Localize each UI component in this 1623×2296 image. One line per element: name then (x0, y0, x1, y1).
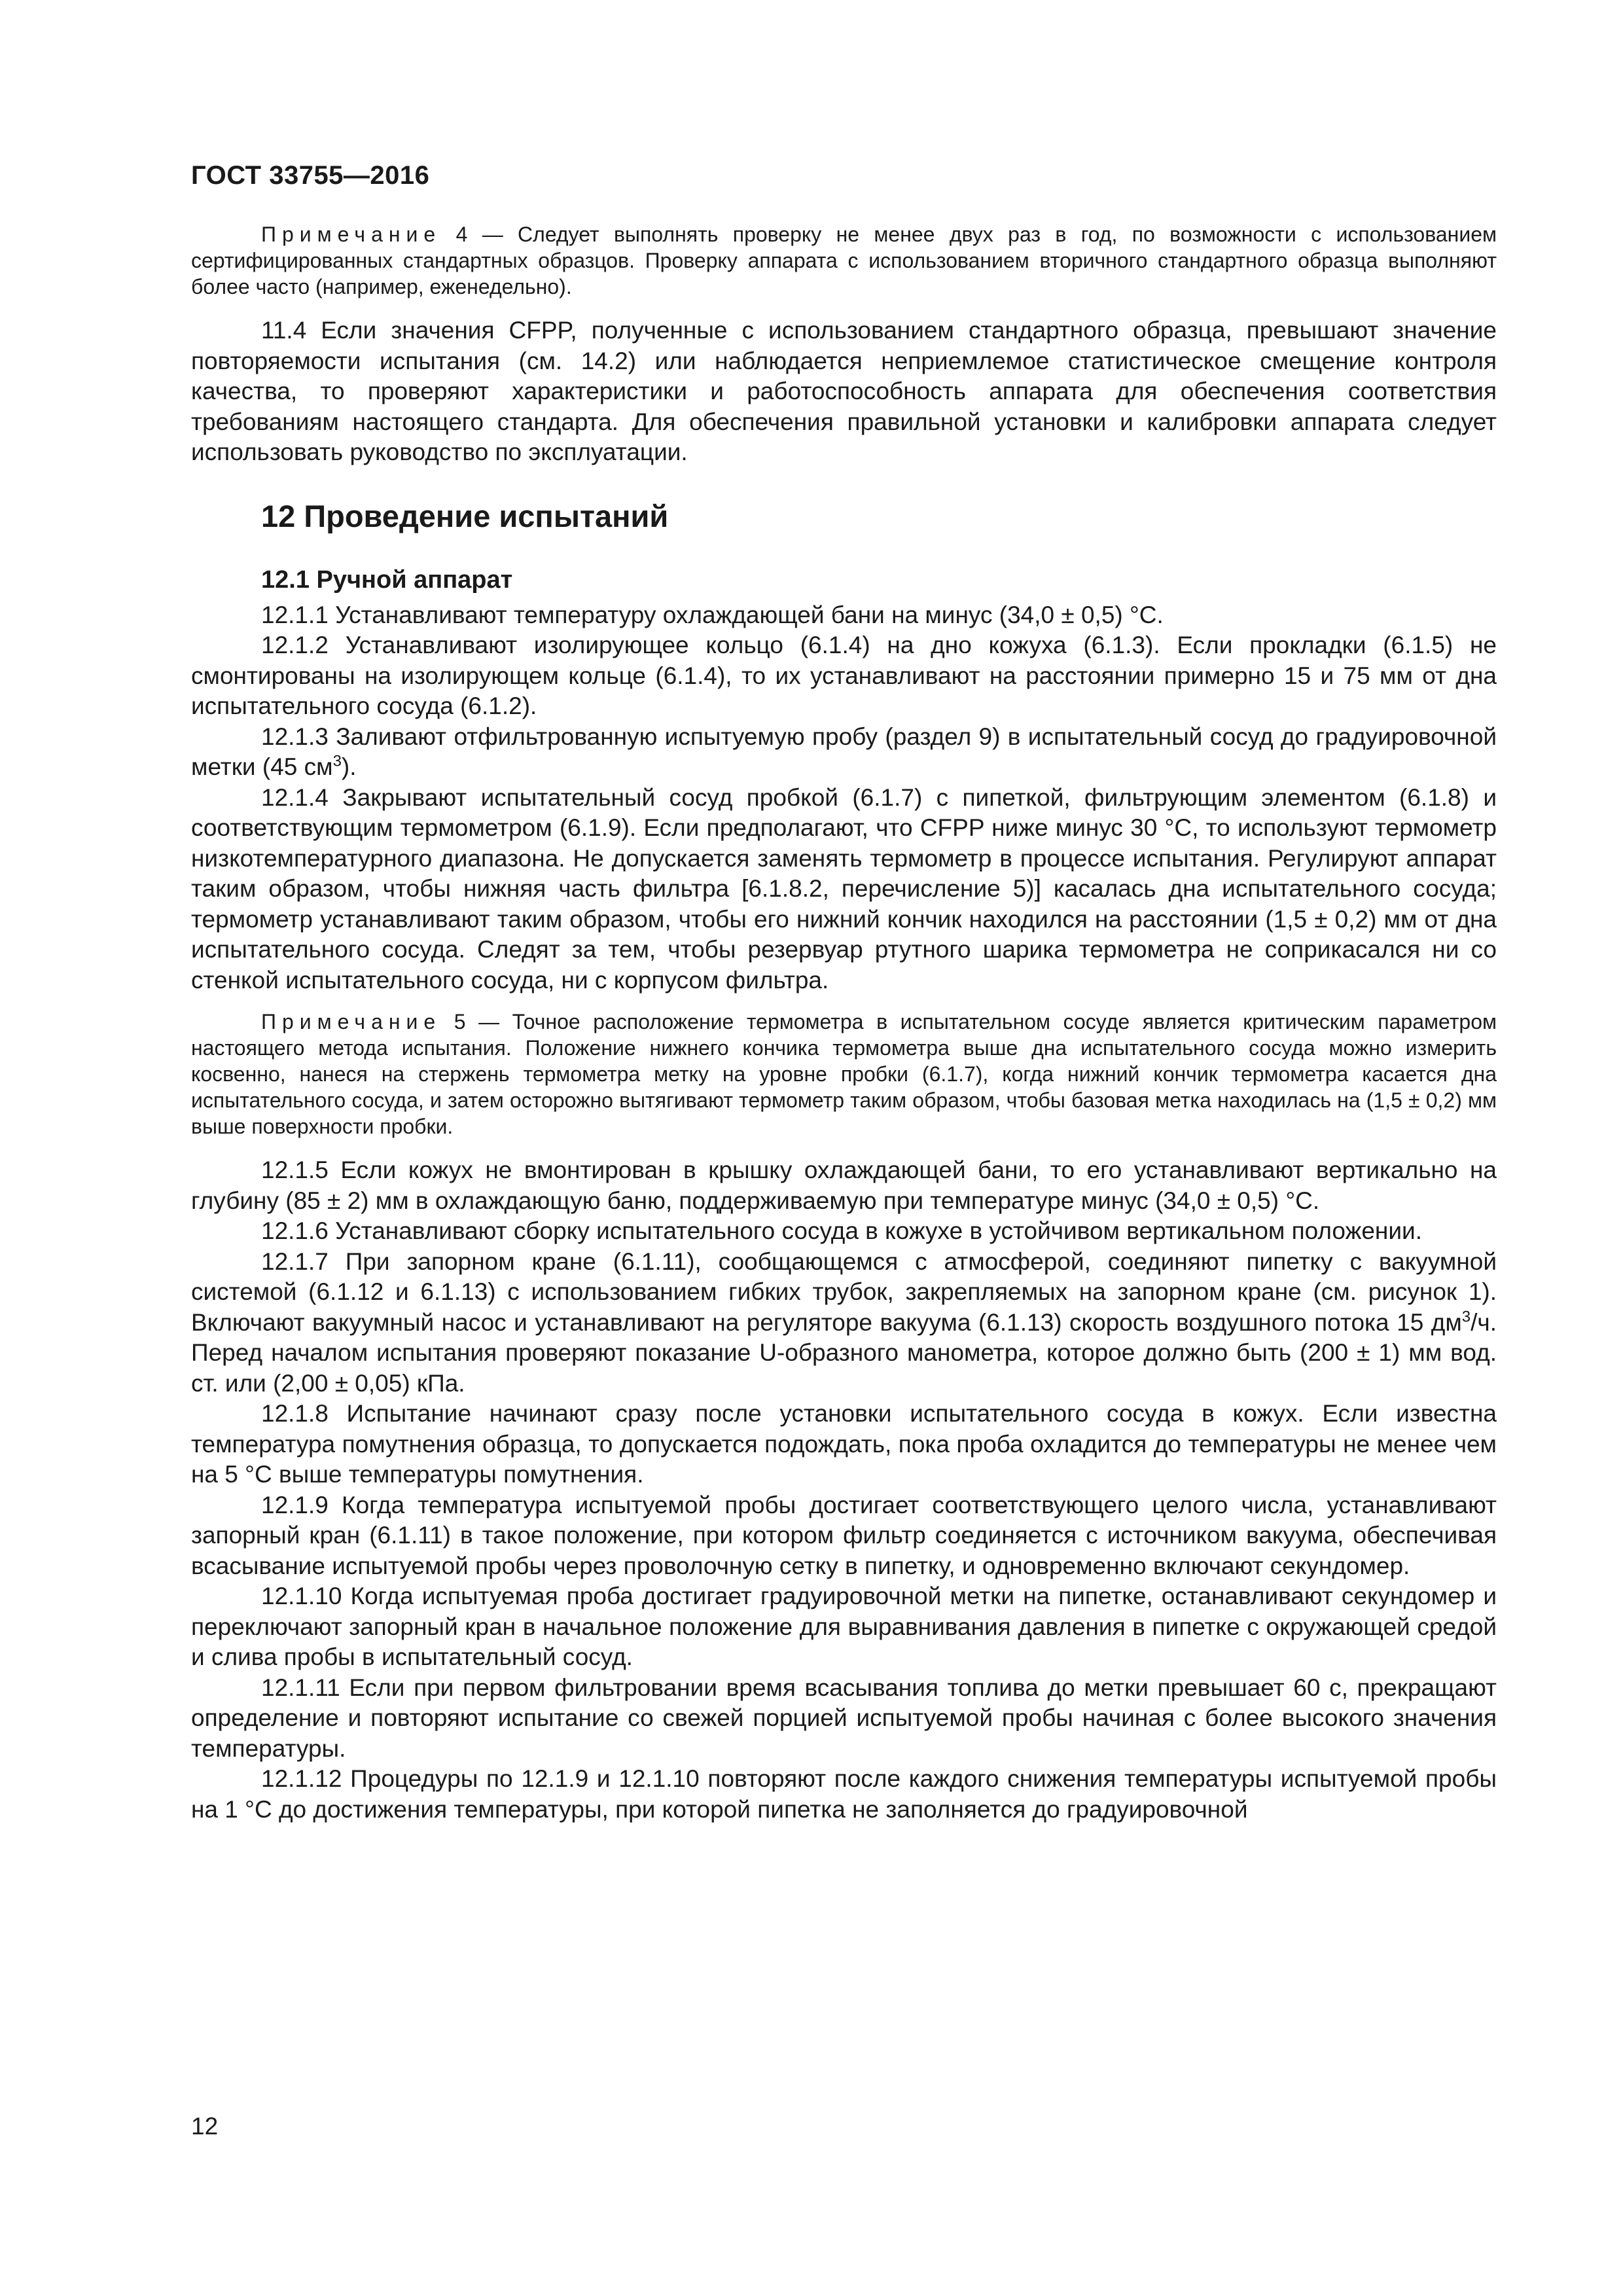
note-5-text: 5 — Точное расположение термометра в испытательном сосуде является критическим параметром настоящего метода испытания. Положение нижнего кончика термометра выше дна испытательного сосуда можно измерить косвенно, нанеся на стержень термометра метку на уровне пробки (6.1.7), когда нижний кончик термометра касается дна испытательного сосуда, и затем осторожно вытягивают термометр таким образом, чтобы базовая метка находилась на (1,5 ± 0,2) мм выше поверхности пробки. (191, 1010, 1497, 1138)
note-4 (191, 221, 1497, 300)
paragraph-12-1-2: 12.1.2 Устанавливают изолирующее кольцо (6.1.4) на дно кожуха (6.1.3). Если прокладки (6.1.5) не смонтированы на изолирующем кольце (6.1.4), то их устанавливают на расстоянии примерно 15 и 75 мм от дна испытательного сосуда (6.1.2). (191, 632, 1497, 719)
paragraph-12-1-6: 12.1.6 Устанавливают сборку испытательного сосуда в кожухе в устойчивом вертикальном положении. (261, 1217, 1422, 1244)
paragraph-12-1-4: 12.1.4 Закрывают испытательный сосуд пробкой (6.1.7) с пипеткой, фильтрующим элементом (6.1.8) и соответствующим термометром (6.1.9). Если предполагают, что CFPP ниже минус 30 °С, то используют термометр низкотемпературного диапазона. Не допускается заменять термометр в процессе испытания. Регулируют аппарат таким образом, чтобы нижняя часть фильтра [6.1.8.2, перечисление 5)] касалась дна испытательного сосуда; термометр устанавливают таким образом, чтобы его нижний кончик находился на расстоянии (1,5 ± 0,2) мм от дна испытательного сосуда. Следят за тем, чтобы резервуар ртутного шарика термометра не соприкасался ни со стенкой испытательного сосуда, ни с корпусом фильтра. (191, 783, 1497, 994)
paragraph-12-1-9: 12.1.9 Когда температура испытуемой пробы достигает соответствующего целого числа, устанавливают запорный кран (6.1.11) в такое положение, при котором фильтр соединяется с источником вакуума, обеспечивая всасывание испытуемой пробы через проволочную сетку в пипетку, и одновременно включают секундомер. (191, 1491, 1497, 1579)
paragraph-12-1-3-text: 12.1.3 Заливают отфильтрованную испытуемую пробу (раздел 9) в испытательный сосуд до градуировочной метки (45 см (191, 723, 1497, 780)
document-body (191, 208, 1497, 1825)
paragraph-12-1-11: 12.1.11 Если при первом фильтровании время всасывания топлива до метки превышает 60 с, прекращают определение и повторяют испытание со свежей порцией испытуемой пробы начиная с более высокого значения температуры. (191, 1674, 1497, 1762)
paragraph-12-1-5: 12.1.5 Если кожух не вмонтирован в крышку охлаждающей бани, то его устанавливают вертикально на глубину (85 ± 2) мм в охлаждающую баню, поддерживаемую при температуре минус (34,0 ± 0,5) °С. (191, 1157, 1497, 1214)
paragraph-12-1-12: 12.1.12 Процедуры по 12.1.9 и 12.1.10 повторяют после каждого снижения температуры испытуемой пробы на 1 °С до достижения температуры, при которой пипетка не заполняется до градуировочной (191, 1765, 1497, 1823)
paragraph-12-1-7-tail: /ч. Перед началом испытания проверяют показание U-образного манометра, которое должно быть (200 ± 1) мм вод. ст. или (2,00 ± 0,05) кПа. (191, 1308, 1497, 1397)
note-5 (191, 1009, 1497, 1139)
section-12-title: 12 Проведение испытаний (261, 498, 669, 533)
superscript: 3 (332, 752, 342, 770)
paragraph-12-1-7 (191, 1247, 1497, 1399)
note-4-text: 4 — Следует выполнять проверку не менее двух раз в год, по возможности с использованием сертифицированных стандартных образцов. Проверку аппарата с использованием вторичного стандартного образца выполняют более часто (например, еженедельно). (191, 223, 1497, 298)
document-header: ГОСТ 33755—2016 (191, 161, 430, 190)
subsection-12-1-title: 12.1 Ручной аппарат (261, 565, 513, 594)
paragraph-12-1-7-text: 12.1.7 При запорном кране (6.1.11), сообщающемся с атмосферой, соединяют пипетку с вакуумной системой (6.1.12 и 6.1.13) с использованием гибких трубок, закрепляемых на запорном кране (см. рисунок 1). Включают вакуумный насос и устанавливают на регуляторе вакуума (6.1.13) скорость воздушного потока 15 дм (191, 1247, 1497, 1336)
paragraph-12-1-10: 12.1.10 Когда испытуемая проба достигает градуировочной метки на пипетке, останавливают секундомер и переключают запорный кран в начальное положение для выравнивания давления в пипетке с окружающей средой и слива пробы в испытательный сосуд. (191, 1583, 1497, 1670)
paragraph-12-1-3 (191, 722, 1497, 783)
note-4-label: Примечание (261, 223, 442, 246)
page-number: 12 (191, 2113, 219, 2140)
paragraph-12-1-3-tail: ). (341, 753, 357, 780)
paragraph-11-4: 11.4 Если значения CFPP, полученные с использованием стандартного образца, превышают значение повторяемости испытания (см. 14.2) или наблюдается неприемлемое статистическое смещение контроля качества, то проверяют характеристики и работоспособность аппарата для обеспечения соответствия требованиям настоящего стандарта. Для обеспечения правильной установки и калибровки аппарата следует использовать руководство по эксплуатации. (191, 317, 1497, 465)
superscript: 3 (1461, 1308, 1471, 1326)
paragraph-12-1-8: 12.1.8 Испытание начинают сразу после установки испытательного сосуда в кожух. Если известна температура помутнения образца, то допускается подождать, пока проба охладится до температуры не менее чем на 5 °С выше температуры помутнения. (191, 1400, 1497, 1488)
note-5-label: Примечание (261, 1010, 442, 1033)
paragraph-12-1-1: 12.1.1 Устанавливают температуру охлаждающей бани на минус (34,0 ± 0,5) °С. (261, 601, 1164, 628)
